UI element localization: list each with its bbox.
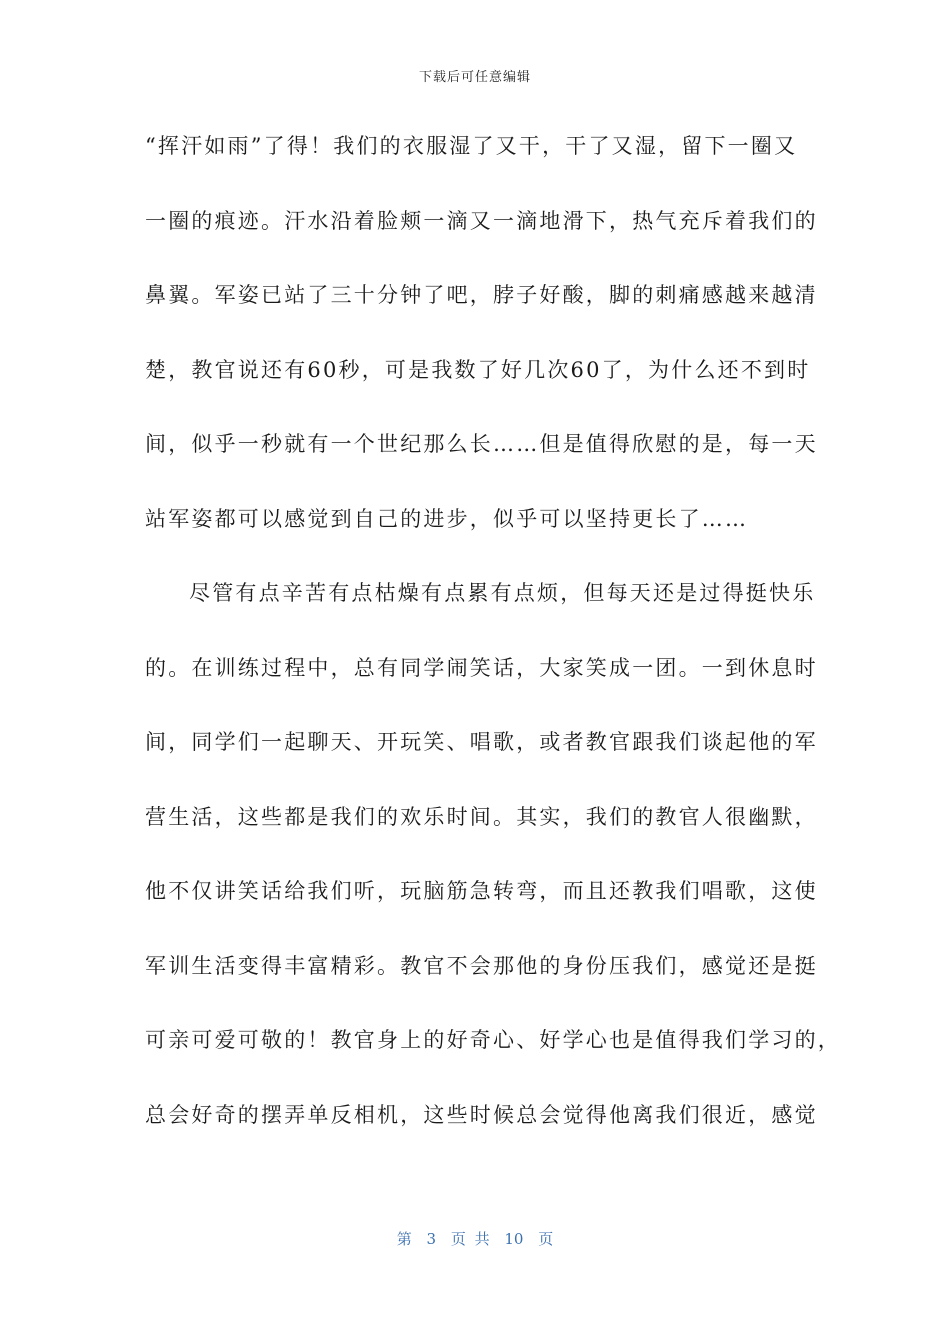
total-pages-number: 10 bbox=[504, 1230, 524, 1248]
footer-suffix: 页 bbox=[538, 1230, 554, 1248]
text-line: 一圈的痕迹。汗水沿着脸颊一滴又一滴地滑下，热气充斥着我们的 bbox=[145, 208, 818, 233]
page-footer bbox=[0, 1228, 950, 1249]
text-line: 鼻翼。军姿已站了三十分钟了吧，脖子好酸，脚的刺痛感越来越清 bbox=[145, 283, 818, 307]
text-line: 间，同学们一起聊天、开玩笑、唱歌，或者教官跟我们谈起他的军 bbox=[145, 730, 818, 754]
text-line: 站军姿都可以感觉到自己的进步，似乎可以坚持更长了…… bbox=[145, 506, 749, 531]
text-line: 总会好奇的摆弄单反相机，这些时候总会觉得他离我们很近，感觉 bbox=[145, 1102, 818, 1127]
text-line: 楚，教官说还有60秒，可是我数了好几次60了，为什么还不到时 bbox=[145, 357, 811, 382]
footer-middle: 页 共 bbox=[450, 1230, 490, 1248]
text-line: 他不仅讲笑话给我们听，玩脑筋急转弯，而且还教我们唱歌，这使 bbox=[145, 879, 818, 903]
text-line: 军训生活变得丰富精彩。教官不会那他的身份压我们，感觉还是挺 bbox=[145, 953, 818, 978]
text-line: 的。在训练过程中，总有同学闹笑话，大家笑成一团。一到休息时 bbox=[145, 655, 818, 680]
text-line: 间，似乎一秒就有一个世纪那么长……但是值得欣慰的是，每一天 bbox=[145, 432, 818, 456]
text-line: 可亲可爱可敬的！教官身上的好奇心、好学心也是值得我们学习的， bbox=[145, 1028, 841, 1052]
current-page-number: 3 bbox=[426, 1230, 437, 1248]
paragraph-start-line: 尽管有点辛苦有点枯燥有点累有点烦，但每天还是过得挺快乐 bbox=[189, 581, 816, 605]
page-header: 下载后可任意编辑 bbox=[418, 70, 531, 85]
text-line: 营生活，这些都是我们的欢乐时间。其实，我们的教官人很幽默， bbox=[145, 804, 818, 829]
text-line: “挥汗如雨”了得！我们的衣服湿了又干，干了又湿，留下一圈又 bbox=[145, 134, 798, 158]
footer-prefix: 第 bbox=[396, 1230, 412, 1248]
document-body bbox=[145, 126, 841, 1169]
